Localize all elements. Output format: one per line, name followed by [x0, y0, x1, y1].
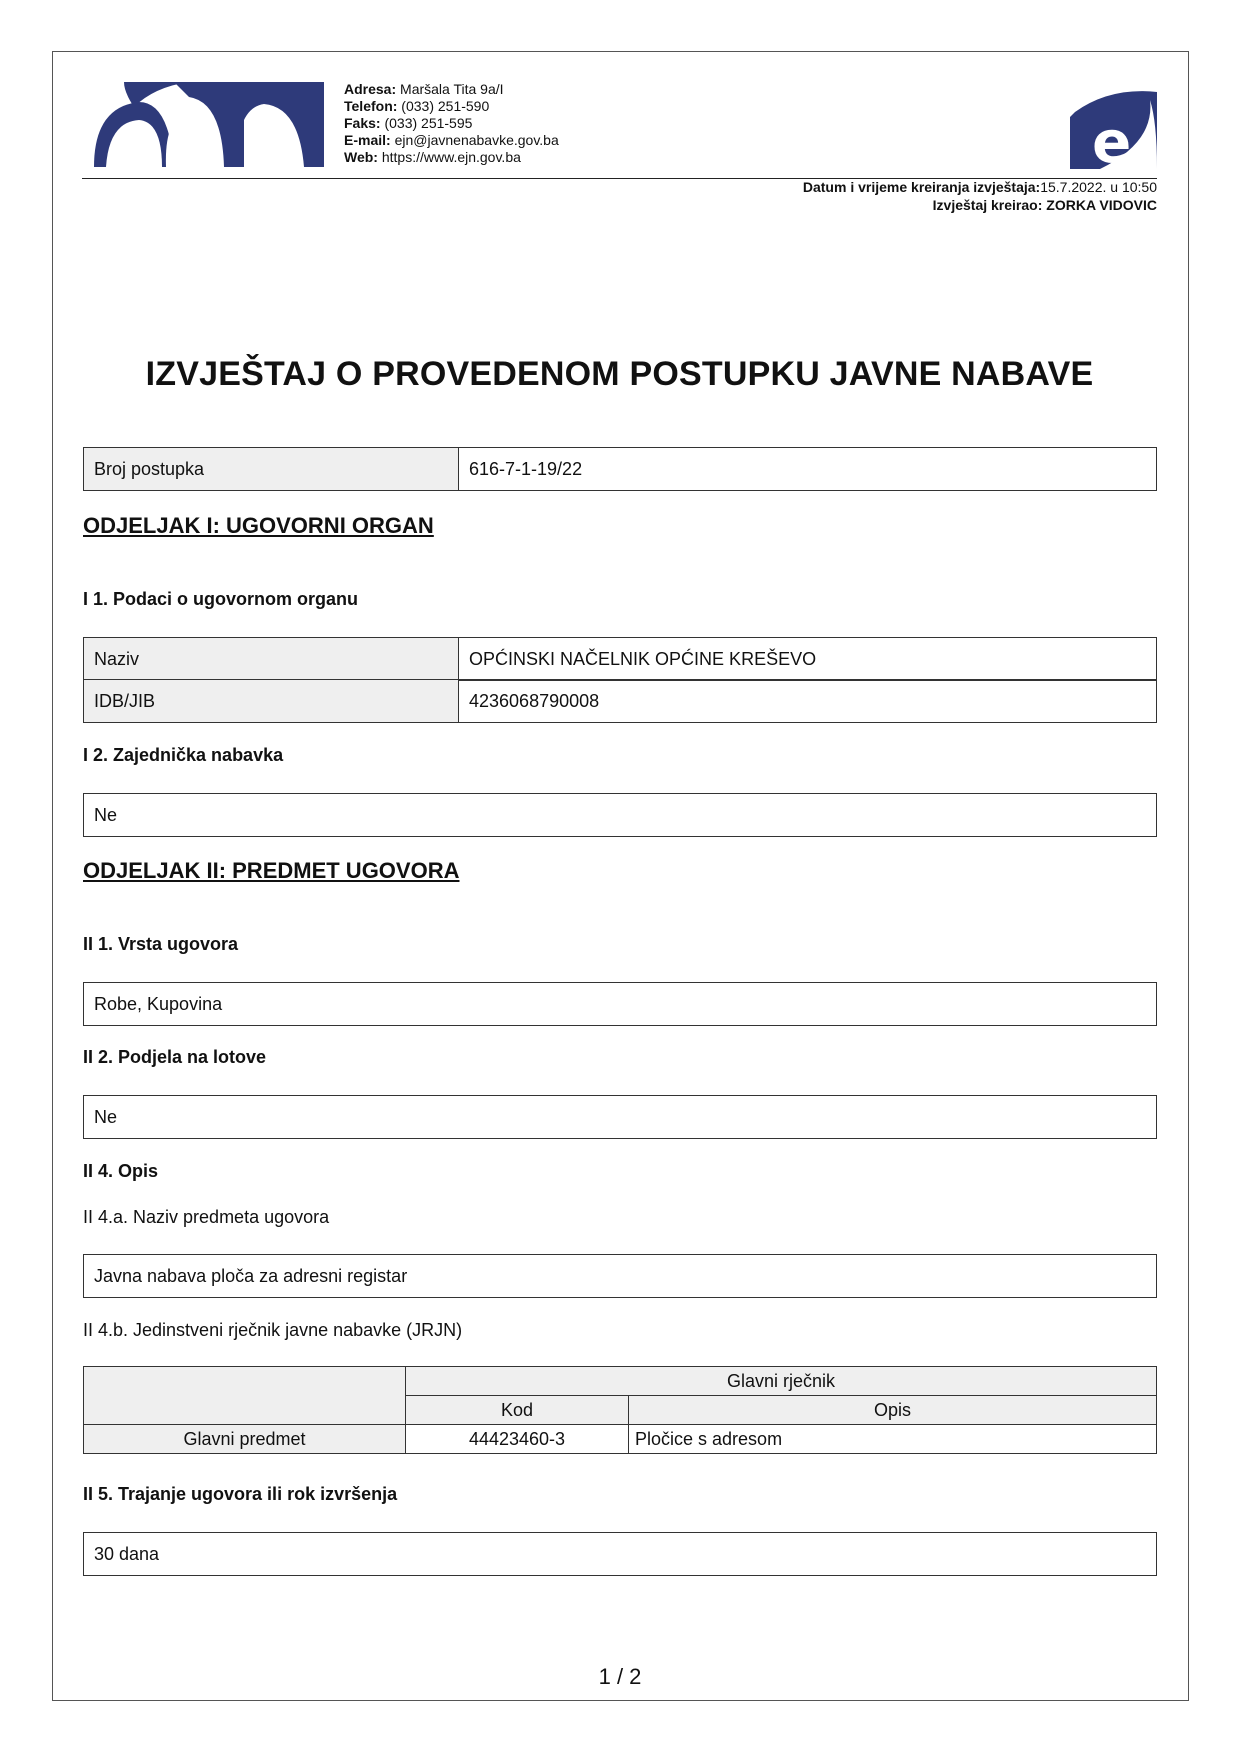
section-2-heading: ODJELJAK II: PREDMET UGOVORA: [83, 858, 460, 883]
ii4-title: II 4. Opis: [83, 1161, 159, 1181]
ii4b-title: II 4.b. Jedinstveni rječnik javne nabavke (JRJN): [83, 1320, 463, 1340]
ii5-value: 30 dana: [83, 1532, 1157, 1576]
contact-web[interactable]: Web: https://www.ejn.gov.ba: [344, 149, 521, 165]
ii2-value: Ne: [83, 1095, 1157, 1139]
contact-fax: Faks: (033) 251-595: [344, 115, 473, 131]
contact-address: Adresa: Maršala Tita 9a/I: [344, 81, 504, 97]
report-meta: [803, 178, 1157, 214]
idb-row: [83, 679, 1157, 723]
naziv-value: OPĆINSKI NAČELNIK OPĆINE KREŠEVO: [469, 648, 817, 669]
i2-title: I 2. Zajednička nabavka: [83, 745, 284, 765]
page-title: IZVJEŠTAJ O PROVEDENOM POSTUPKU JAVNE NABAVE: [145, 355, 1094, 393]
i2-value: Ne: [83, 793, 1157, 837]
i1-title: I 1. Podaci o ugovornom organu: [83, 589, 359, 609]
contact-email[interactable]: E-mail: ejn@javnenabavke.gov.ba: [344, 132, 559, 148]
author-line: Izvještaj kreirao: ZORKA VIDOVIC: [932, 197, 1157, 213]
jrjn-empty-corner: [84, 1367, 406, 1425]
ii1-title: II 1. Vrsta ugovora: [83, 934, 239, 954]
jrjn-table: [83, 1366, 1157, 1454]
ii1-value: Robe, Kupovina: [83, 982, 1157, 1026]
ii4a-title: II 4.a. Naziv predmeta ugovora: [83, 1207, 330, 1227]
ii2-title: II 2. Podjela na lotove: [83, 1047, 267, 1067]
ii5-title: II 5. Trajanje ugovora ili rok izvršenja: [83, 1484, 398, 1504]
contact-phone: Telefon: (033) 251-590: [344, 98, 490, 114]
procedure-number-row: [83, 447, 1157, 491]
jrjn-group-header: Glavni rječnik: [406, 1367, 1157, 1396]
jrjn-row-label: Glavni predmet: [84, 1425, 406, 1454]
table-row: [84, 1425, 1157, 1454]
procedure-number-label: Broj postupka: [84, 448, 459, 490]
page-number: 1 / 2: [598, 1664, 642, 1689]
created-line: Datum i vrijeme kreiranja izvještaja:15.7.2022. u 10:50: [802, 179, 1157, 195]
svg-text:e: e: [1092, 108, 1132, 169]
procedure-number-value: 616-7-1-19/22: [469, 458, 583, 479]
ii4a-value: Javna nabava ploča za adresni registar: [83, 1254, 1157, 1298]
jrjn-col-kod: Kod: [406, 1396, 629, 1425]
section-1-heading: ODJELJAK I: UGOVORNI ORGAN: [83, 513, 434, 538]
ejn-logo: [1070, 82, 1157, 169]
jrjn-col-opis: Opis: [629, 1396, 1157, 1425]
naziv-label: Naziv: [84, 638, 459, 680]
contact-block: [344, 81, 559, 166]
jrjn-opis-value: Pločice s adresom: [629, 1425, 1157, 1454]
jrjn-kod-value: 44423460-3: [406, 1425, 629, 1454]
naziv-row: [83, 637, 1157, 681]
idb-label: IDB/JIB: [84, 680, 459, 722]
ajn-logo: [94, 82, 324, 167]
idb-value: 4236068790008: [469, 690, 600, 711]
